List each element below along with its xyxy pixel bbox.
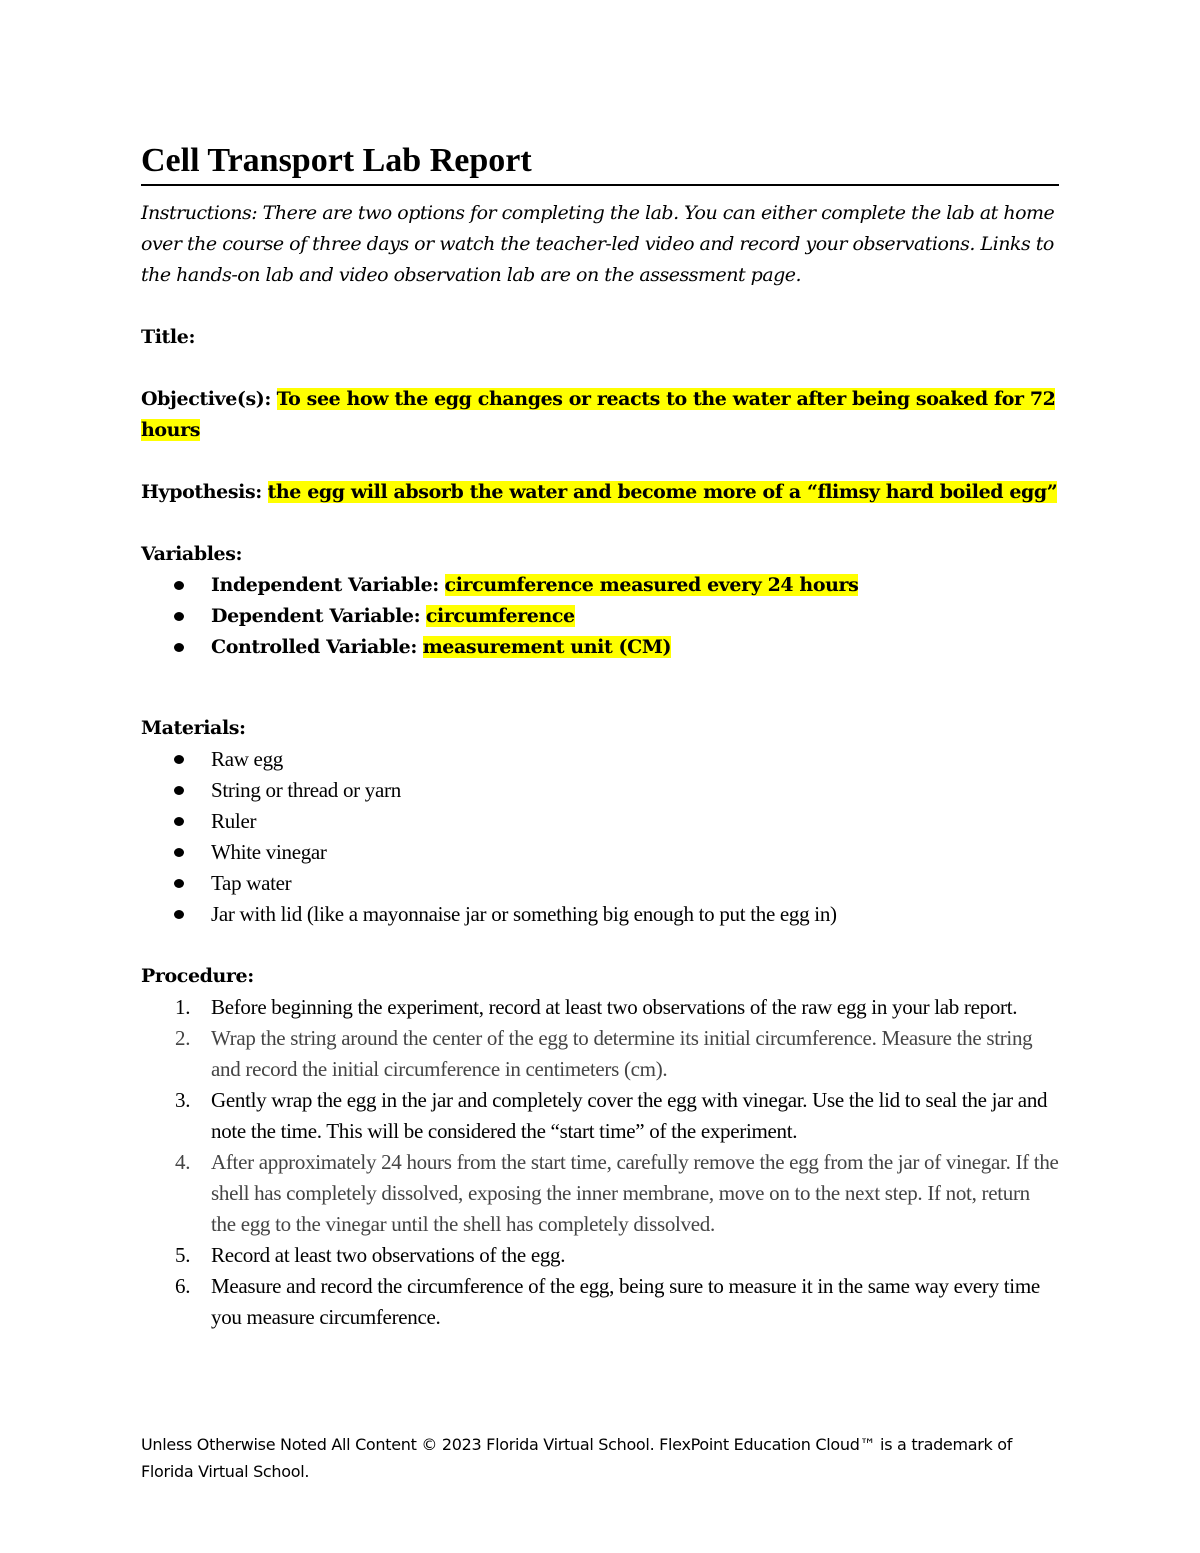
list-item [141,1085,1059,1147]
objective-field [141,384,1059,446]
list-item [141,837,1059,868]
bullet-icon [174,581,184,590]
bullet-icon [174,643,184,652]
variable-value: measurement unit (CM) [422,636,672,658]
hypothesis-field [141,477,1059,508]
material-text: Ruler [211,809,257,833]
bullet-icon [174,612,184,621]
list-item [141,1023,1059,1085]
list-item [141,601,1059,632]
material-text: Jar with lid (like a mayonnaise jar or something big enough to put the egg in) [211,902,837,926]
step-text: Gently wrap the egg in the jar and completely cover the egg with vinegar. Use the lid to seal the jar and note the time. This will be considered the “start time” of the experiment. [211,1088,1048,1143]
step-text: After approximately 24 hours from the start time, carefully remove the egg from the jar of vinegar. If the shell has completely dissolved, exposing the inner membrane, move on to the next step. If not, return the egg to the vinegar until the shell has completely dissolved. [211,1150,1059,1236]
step-number: 3. [175,1088,191,1112]
list-item [141,744,1059,775]
objective-value: To see how the egg changes or reacts to the water after being soaked for 72 hours [141,388,1056,441]
materials-label: Materials: [141,717,246,739]
bullet-icon [174,910,184,919]
list-item [141,775,1059,806]
material-text: White vinegar [211,840,327,864]
step-text: Before beginning the experiment, record at least two observations of the raw egg in your lab report. [211,995,1018,1019]
variable-label: Controlled Variable: [211,636,417,658]
variable-value: circumference measured every 24 hours [444,574,859,596]
hypothesis-label: Hypothesis: [141,481,262,503]
procedure-label: Procedure: [141,965,254,987]
bullet-icon [174,817,184,826]
step-text: Measure and record the circumference of the egg, being sure to measure it in the same way every time you measure circumference. [211,1274,1040,1329]
hypothesis-value: the egg will absorb the water and become more of a “flimsy hard boiled egg” [267,481,1058,503]
objective-label: Objective(s): [141,388,271,410]
list-item [141,868,1059,899]
step-number: 5. [175,1243,191,1267]
bullet-icon [174,786,184,795]
bullet-icon [174,848,184,857]
title-label: Title: [141,326,196,348]
list-item [141,992,1059,1023]
step-number: 1. [175,995,191,1019]
copyright-footer: Unless Otherwise Noted All Content © 2023 Florida Virtual School. FlexPoint Education Cloud™ is a trademark of Florida Virtual School. [141,1435,1013,1481]
step-text: Record at least two observations of the egg. [211,1243,566,1267]
material-text: Tap water [211,871,292,895]
variable-label: Independent Variable: [211,574,439,596]
variables-label: Variables: [141,543,243,565]
list-item [141,899,1059,930]
variable-value: circumference [425,605,575,627]
document-title: Cell Transport Lab Report [141,140,1059,186]
step-text: Wrap the string around the center of the egg to determine its initial circumference. Measure the string and record the initial circumference in centimeters (cm). [211,1026,1033,1081]
variable-label: Dependent Variable: [211,605,421,627]
step-number: 4. [175,1150,191,1174]
list-item [141,1271,1059,1333]
list-item [141,632,1059,663]
material-text: Raw egg [211,747,283,771]
bullet-icon [174,755,184,764]
procedure-list [141,992,1059,1333]
step-number: 2. [175,1026,191,1050]
bullet-icon [174,879,184,888]
variables-list [141,570,1059,663]
list-item [141,806,1059,837]
list-item [141,570,1059,601]
title-field [141,322,1059,353]
step-number: 6. [175,1274,191,1298]
list-item [141,1240,1059,1271]
material-text: String or thread or yarn [211,778,401,802]
materials-list [141,744,1059,930]
instructions-text: Instructions: There are two options for completing the lab. You can either complete the lab at home over the course of three days or watch the teacher-led video and record your observations. Links to the hands-on lab and video observation lab are on the assessment page. [141,202,1055,286]
document-page [141,140,1059,1333]
list-item [141,1147,1059,1240]
